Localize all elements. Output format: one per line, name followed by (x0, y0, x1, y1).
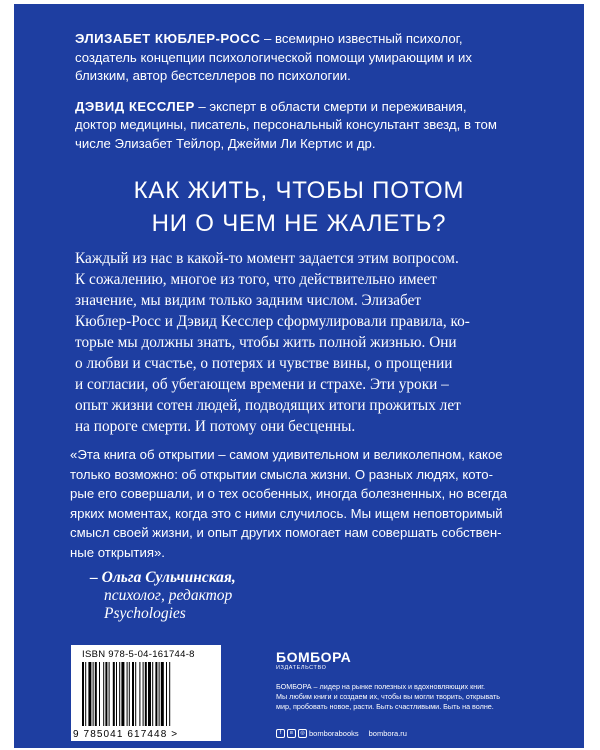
authors-section (75, 30, 535, 165)
author-name: ЭЛИЗАБЕТ КЮБЛЕР-РОСС (75, 31, 261, 46)
barcode-bar (159, 662, 160, 726)
annotation-text: Каждый из нас в какой-то момент задается этим вопросом. К сожалению, многое из того, что действительно имеет значение, мы видим только задним числом. Элизабет Кюблер-Росс и Дэвид Кесслер сформулировали правила, ко- торые мы должны знать, чтобы жить полной жизнью. Они о любви и счастье, о потерях и чувстве вины, о прощении и согласии, об убегающем времени и страхе. Эти уроки – опыт жизни сотен людей, подводящих итоги прожитых лет на пороге смерти. И потому они бесценны. (75, 250, 470, 435)
barcode-bar (169, 662, 170, 726)
publisher-block (276, 650, 576, 712)
barcode-bar (116, 662, 117, 726)
barcode-bar (145, 662, 147, 726)
barcode-bar (109, 662, 110, 726)
author-name: ДЭВИД КЕССЛЕР (75, 98, 195, 114)
publisher-logo-subtitle: ИЗДАТЕЛЬСТВО (276, 665, 327, 671)
publisher-logo: БОМБОРА (276, 649, 352, 665)
publisher-description: БОМБОРА – лидер на рынке полезных и вдохновляющих книг. Мы любим книги и создаем их, чтобы вы могли творить, открывать мир, пробовать новое, расти. Быть счастливыми. Быть на волне. (276, 682, 500, 711)
barcode-bar (161, 662, 164, 726)
barcode (71, 645, 221, 741)
isbn-label: ISBN 978-5-04-161744-8 (82, 649, 195, 660)
headline: КАК ЖИТЬ, ЧТОБЫ ПОТОМ НИ О ЧЕМ НЕ ЖАЛЕТЬ? (133, 177, 465, 237)
barcode-bar (166, 662, 167, 726)
author-bio-2: ДЭВИД КЕССЛЕР – эксперт в области смерти и переживания, доктор медицины, писатель, персональный консультант звезд, в том числе Элизабет Тейлор, Джейми Ли Кертис и др. (75, 98, 497, 151)
barcode-bar (152, 662, 153, 726)
review-quote: «Эта книга об открытии – самом удивительном и великолепном, какое только возможно: об открытии смысла жизни. О разных людях, кото- рые его совершали, и о тех особенных, иногда болезненных, но всегда ярких моментах, когда это с ними случилось. Мы ищем неповторимый смысл своей жизни, и опыт других помогает нам совершать собствен- ные открытия». (70, 447, 508, 560)
facebook-icon[interactable]: f (276, 729, 285, 738)
barcode-bar (155, 662, 157, 726)
barcode-bar (129, 662, 130, 726)
quote-signature: – Ольга Сульчинская, психолог, редактор Psychologies (90, 569, 236, 622)
barcode-bar (132, 662, 134, 726)
barcode-bar (139, 662, 140, 726)
website-link[interactable]: bombora.ru (368, 729, 407, 738)
barcode-bar (135, 662, 136, 726)
publisher-links (276, 729, 407, 738)
vk-icon[interactable]: в (287, 729, 296, 738)
barcode-bar (127, 662, 128, 726)
barcode-bar (113, 662, 115, 726)
barcode-bar (105, 662, 107, 726)
barcode-bar (121, 662, 124, 726)
back-cover (14, 4, 584, 748)
barcode-bar (88, 662, 91, 726)
barcode-digits: 9 785041 617448 > (73, 729, 179, 740)
barcode-bar (82, 662, 84, 726)
barcode-bar (85, 662, 86, 726)
instagram-icon[interactable]: ◎ (298, 729, 307, 738)
barcode-bar (103, 662, 104, 726)
barcode-bar (148, 662, 151, 726)
barcode-bar (119, 662, 120, 726)
barcode-bar (95, 662, 97, 726)
barcode-bar (93, 662, 94, 726)
barcode-bars (82, 662, 212, 728)
barcode-bar (99, 662, 100, 726)
barcode-bar (143, 662, 144, 726)
author-bio-1: ЭЛИЗАБЕТ КЮБЛЕР-РОСС – всемирно известный психолог, создатель концепции психологической помощи умирающим и их близким, автор бестселлеров по психологии. (75, 31, 472, 83)
social-handle[interactable]: bomborabooks (309, 729, 359, 738)
